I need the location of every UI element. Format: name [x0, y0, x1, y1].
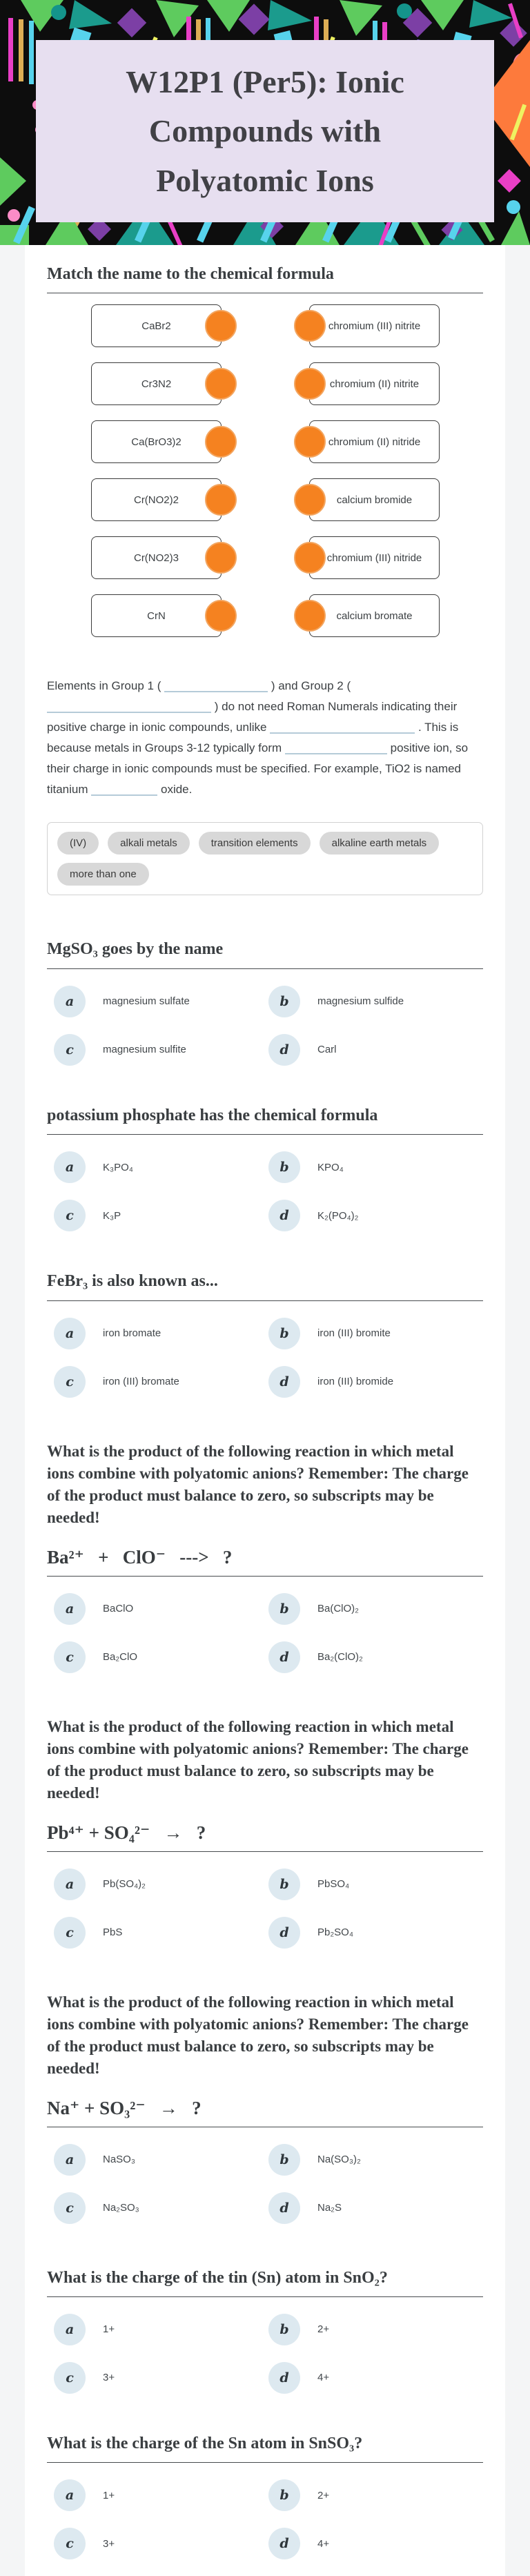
answer-option[interactable]: [54, 2144, 268, 2176]
answer-option[interactable]: [268, 1151, 483, 1183]
answer-option[interactable]: [54, 1151, 268, 1183]
answer-options: [47, 986, 483, 1066]
option-text: 4+: [317, 2372, 330, 2384]
option-text: Ba₂(ClO)₂: [317, 1651, 363, 1663]
match-right-item[interactable]: [309, 478, 440, 521]
section-question-potassium-phosphate: [47, 1104, 483, 1231]
option-text: iron (III) bromide: [317, 1376, 394, 1388]
match-left-item[interactable]: [91, 304, 222, 347]
section-fill-blank: [47, 676, 483, 895]
option-letter-badge: [268, 1200, 300, 1231]
answer-option[interactable]: [268, 1641, 483, 1673]
answer-option[interactable]: [268, 2528, 483, 2559]
option-letter-badge: [268, 1593, 300, 1625]
option-text: iron (III) bromite: [317, 1327, 391, 1340]
answer-option[interactable]: [268, 986, 483, 1017]
option-text: iron bromate: [103, 1327, 161, 1340]
match-row: [47, 304, 483, 347]
fill-blank-input-2[interactable]: [47, 698, 211, 713]
question-title: potassium phosphate has the chemical formula: [47, 1106, 378, 1124]
option-text: PbSO₄: [317, 1878, 350, 1891]
match-connector-dot[interactable]: [294, 368, 326, 400]
answer-option[interactable]: [268, 2362, 483, 2394]
answer-option[interactable]: [54, 2362, 268, 2394]
option-letter-badge: [54, 1868, 86, 1900]
option-letter: a: [65, 1876, 75, 1892]
match-left-label: Cr(NO2)2: [133, 494, 179, 506]
option-letter-badge: [268, 1917, 300, 1949]
option-letter: b: [279, 993, 289, 1009]
word-bank: [47, 822, 483, 895]
option-letter-badge: [268, 2479, 300, 2511]
option-letter: b: [279, 1601, 289, 1617]
option-text: BaClO: [103, 1603, 134, 1615]
option-text: K₂(PO₄)₂: [317, 1209, 359, 1222]
match-connector-dot[interactable]: [294, 542, 326, 574]
option-letter-badge: [268, 986, 300, 1017]
quiz-title-line3: Polyatomic Ions: [156, 162, 374, 198]
match-left-label: CaBr2: [141, 320, 171, 332]
question-title: FeBr₃ is also known as...: [47, 1272, 218, 1291]
match-right-item[interactable]: [309, 594, 440, 637]
option-letter-badge: [54, 1593, 86, 1625]
option-letter-badge: [54, 1200, 86, 1231]
word-bank-chip[interactable]: alkali metals: [108, 832, 190, 855]
match-right-item[interactable]: [309, 420, 440, 463]
match-right-item[interactable]: [309, 536, 440, 579]
match-connector-dot[interactable]: [294, 310, 326, 342]
option-letter: d: [279, 2370, 289, 2385]
title-divider: [47, 2296, 483, 2297]
match-left-item[interactable]: [91, 420, 222, 463]
section-question-snso3-charge: [47, 2432, 483, 2559]
match-right-label: calcium bromate: [336, 609, 413, 622]
fill-blank-input-4[interactable]: [285, 739, 387, 754]
option-letter: c: [66, 1208, 74, 1224]
option-letter: a: [65, 2321, 75, 2337]
answer-option[interactable]: [54, 1593, 268, 1625]
answer-option[interactable]: [268, 2192, 483, 2224]
answer-options: [47, 1593, 483, 1673]
match-left-item[interactable]: [91, 478, 222, 521]
option-letter: c: [66, 1374, 74, 1389]
option-letter: b: [279, 2321, 289, 2337]
title-divider: [47, 968, 483, 969]
answer-option[interactable]: [54, 1318, 268, 1349]
option-text: NaSO₃: [103, 2154, 135, 2166]
option-text: magnesium sulfite: [103, 1044, 186, 1056]
match-connector-dot[interactable]: [294, 600, 326, 632]
option-letter-badge: [54, 2314, 86, 2345]
title-divider: [47, 2462, 483, 2463]
fill-blank-text-2: ) and Group 2 (: [271, 679, 351, 693]
section-question-sno2-charge: [47, 2267, 483, 2394]
question-formula: Na⁺ + SO₃²⁻ → ?: [47, 2097, 202, 2118]
section-match: [47, 263, 483, 637]
fill-blank-input-5[interactable]: [91, 781, 157, 796]
answer-option[interactable]: [54, 1641, 268, 1673]
confetti-header: [0, 0, 530, 245]
match-right-label: chromium (III) nitride: [326, 552, 422, 564]
option-letter: d: [279, 1374, 289, 1389]
option-text: Carl: [317, 1044, 337, 1056]
option-letter: a: [65, 993, 75, 1009]
option-letter-badge: [54, 2479, 86, 2511]
match-right-label: chromium (II) nitride: [328, 436, 421, 448]
question-formula: Pb⁴⁺ + SO₄²⁻ → ?: [47, 1822, 206, 1843]
word-bank-chip[interactable]: alkaline earth metals: [320, 832, 440, 855]
answer-option[interactable]: [268, 1034, 483, 1066]
question-title: What is the charge of the tin (Sn) atom in SnO₂?: [47, 2268, 388, 2287]
match-row: [47, 420, 483, 463]
answer-option[interactable]: [268, 1917, 483, 1949]
answer-option[interactable]: [54, 1200, 268, 1231]
match-connector-dot[interactable]: [205, 600, 237, 632]
option-letter-badge: [54, 2362, 86, 2394]
answer-options: [47, 2144, 483, 2224]
option-letter: d: [279, 1208, 289, 1224]
option-text: Pb₂SO₄: [317, 1926, 353, 1939]
answer-option[interactable]: [54, 1868, 268, 1900]
option-text: 3+: [103, 2372, 115, 2384]
option-text: Pb(SO₄)₂: [103, 1878, 146, 1891]
answer-option[interactable]: [54, 2479, 268, 2511]
match-rows: [47, 304, 483, 637]
option-letter-badge: [268, 1366, 300, 1398]
option-text: magnesium sulfate: [103, 995, 190, 1008]
answer-options: [47, 1151, 483, 1231]
option-letter-badge: [54, 2192, 86, 2224]
match-right-label: chromium (III) nitrite: [328, 320, 421, 332]
option-letter: c: [66, 2200, 74, 2216]
match-connector-dot[interactable]: [294, 484, 326, 516]
answer-option[interactable]: [54, 2528, 268, 2559]
option-text: Ba(ClO)₂: [317, 1603, 359, 1615]
option-letter-badge: [268, 1318, 300, 1349]
question-title: What is the charge of the Sn atom in SnSO₃?: [47, 2434, 363, 2452]
question-preamble: What is the product of the following reaction in which metal ions combine with polyatomic anions? Remember: The charge of the product must balance to zero, so subscripts may be needed!: [47, 1717, 469, 1802]
option-letter: a: [65, 1325, 75, 1341]
option-text: magnesium sulfide: [317, 995, 404, 1008]
option-letter-badge: [268, 1034, 300, 1066]
answer-option[interactable]: [268, 2144, 483, 2176]
fill-blank-text-3: ) do not need Roman Numerals indicating their positive charge in ionic compounds, unlike: [47, 700, 458, 734]
match-connector-dot[interactable]: [205, 310, 237, 342]
title-divider: [47, 1576, 483, 1577]
option-letter: b: [279, 2151, 289, 2167]
answer-options: [47, 2314, 483, 2394]
option-text: 2+: [317, 2323, 330, 2336]
match-row: [47, 362, 483, 405]
fill-blank-text-1: Elements in Group 1 (: [47, 679, 161, 693]
answer-option[interactable]: [54, 1034, 268, 1066]
option-letter: d: [279, 2536, 289, 2552]
quiz-title-box: [36, 40, 494, 222]
option-text: PbS: [103, 1926, 123, 1939]
option-letter-badge: [54, 2144, 86, 2176]
answer-option[interactable]: [54, 1917, 268, 1949]
match-connector-dot[interactable]: [205, 368, 237, 400]
option-letter: a: [65, 1160, 75, 1175]
option-text: 1+: [103, 2489, 115, 2501]
option-letter-badge: [54, 1151, 86, 1183]
option-letter: b: [279, 1876, 289, 1892]
quiz-title-line2: Compounds with: [148, 113, 382, 149]
option-letter: c: [66, 2370, 74, 2385]
section-question-mgso3: [47, 938, 483, 1065]
match-left-item[interactable]: [91, 362, 222, 405]
option-letter-badge: [54, 986, 86, 1017]
answer-option[interactable]: [54, 986, 268, 1017]
title-divider: [47, 1851, 483, 1852]
option-letter: d: [279, 1042, 289, 1057]
title-divider: [47, 1300, 483, 1301]
word-bank-chip[interactable]: transition elements: [199, 832, 311, 855]
match-left-item[interactable]: [91, 594, 222, 637]
option-letter: d: [279, 1924, 289, 1940]
word-bank-chip[interactable]: (IV): [57, 832, 99, 855]
fill-blank-input-3[interactable]: [270, 719, 415, 734]
option-letter: a: [65, 2488, 75, 2504]
content-card: [25, 245, 505, 2576]
match-row: [47, 536, 483, 579]
option-letter: b: [279, 1160, 289, 1175]
option-text: Na₂S: [317, 2202, 342, 2214]
match-row: [47, 478, 483, 521]
option-letter-badge: [54, 1641, 86, 1673]
match-left-label: Ca(BrO3)2: [131, 436, 181, 448]
option-letter: b: [279, 1325, 289, 1341]
match-left-label: Cr(NO2)3: [133, 552, 179, 564]
option-text: 1+: [103, 2323, 115, 2336]
fill-blank-text-6: oxide.: [161, 783, 193, 797]
question-preamble: What is the product of the following reaction in which metal ions combine with polyatomic anions? Remember: The charge of the product must balance to zero, so subscripts may be needed!: [47, 1993, 469, 2077]
option-letter: a: [65, 1601, 75, 1617]
option-letter-badge: [268, 1641, 300, 1673]
question-preamble: What is the product of the following reaction in which metal ions combine with polyatomic anions? Remember: The charge of the product must balance to zero, so subscripts may be needed!: [47, 1442, 469, 1526]
section-question-febr3: [47, 1270, 483, 1397]
option-letter-badge: [268, 2192, 300, 2224]
option-letter-badge: [268, 1868, 300, 1900]
section-question-ba-clo: [47, 1441, 483, 1673]
section-question-pb-so4: [47, 1716, 483, 1949]
option-text: Na(SO₃)₂: [317, 2154, 361, 2166]
answer-options: [47, 1318, 483, 1398]
fill-blank-input-1[interactable]: [164, 677, 268, 692]
match-connector-dot[interactable]: [205, 542, 237, 574]
option-letter-badge: [268, 2362, 300, 2394]
option-letter-badge: [268, 2144, 300, 2176]
option-letter-badge: [268, 2314, 300, 2345]
answer-option[interactable]: [268, 1200, 483, 1231]
option-text: Ba₂ClO: [103, 1651, 138, 1663]
option-letter: d: [279, 1649, 289, 1665]
fill-blank-text-4: . This is because metals in Groups 3-12 typically form: [47, 721, 459, 755]
answer-option[interactable]: [268, 1318, 483, 1349]
option-text: K₃PO₄: [103, 1161, 133, 1173]
option-text: KPO₄: [317, 1161, 344, 1173]
option-letter-badge: [54, 1366, 86, 1398]
answer-option[interactable]: [268, 2479, 483, 2511]
match-left-label: Cr3N2: [141, 378, 172, 390]
answer-option[interactable]: [54, 2314, 268, 2345]
question-formula: Ba²⁺ + ClO⁻ ---> ?: [47, 1546, 233, 1568]
option-letter: b: [279, 2488, 289, 2504]
quiz-title-line1: W12P1 (Per5): Ionic: [126, 64, 404, 100]
match-row: [47, 594, 483, 637]
option-letter-badge: [268, 1151, 300, 1183]
option-text: 3+: [103, 2537, 115, 2550]
match-right-item[interactable]: [309, 362, 440, 405]
title-divider: [47, 1134, 483, 1135]
answer-option[interactable]: [268, 1366, 483, 1398]
answer-option[interactable]: [268, 2314, 483, 2345]
match-right-label: chromium (II) nitrite: [329, 378, 420, 390]
answer-option[interactable]: [268, 1593, 483, 1625]
option-letter-badge: [54, 2528, 86, 2559]
fill-blank-paragraph: [47, 676, 483, 800]
match-connector-dot[interactable]: [294, 426, 326, 458]
match-connector-dot[interactable]: [205, 484, 237, 516]
match-connector-dot[interactable]: [205, 426, 237, 458]
option-letter: c: [66, 1042, 74, 1057]
option-letter: d: [279, 2200, 289, 2216]
option-letter: a: [65, 2151, 75, 2167]
option-text: K₃P: [103, 1209, 121, 1222]
match-left-item[interactable]: [91, 536, 222, 579]
match-question-title: Match the name to the chemical formula: [47, 265, 334, 283]
option-letter: c: [66, 2536, 74, 2552]
option-text: Na₂SO₃: [103, 2202, 139, 2214]
answer-option[interactable]: [54, 2192, 268, 2224]
option-letter-badge: [54, 1318, 86, 1349]
word-bank-chip[interactable]: more than one: [57, 863, 149, 886]
match-right-label: calcium bromide: [336, 494, 413, 506]
answer-option[interactable]: [268, 1868, 483, 1900]
option-letter: c: [66, 1924, 74, 1940]
option-text: 2+: [317, 2489, 330, 2501]
fill-blank-text-5: positive ion, so their charge in ionic compounds must be specified. For example, TiO2 is named titanium: [47, 741, 469, 797]
option-letter-badge: [268, 2528, 300, 2559]
option-letter-badge: [54, 1034, 86, 1066]
option-letter-badge: [54, 1917, 86, 1949]
answer-option[interactable]: [54, 1366, 268, 1398]
option-text: iron (III) bromate: [103, 1376, 179, 1388]
section-question-na-so3: [47, 1991, 483, 2224]
option-text: 4+: [317, 2537, 330, 2550]
option-letter: c: [66, 1649, 74, 1665]
match-left-label: CrN: [147, 609, 166, 622]
question-title: MgSO₃ goes by the name: [47, 940, 224, 959]
match-right-item[interactable]: [309, 304, 440, 347]
answer-options: [47, 1868, 483, 1949]
